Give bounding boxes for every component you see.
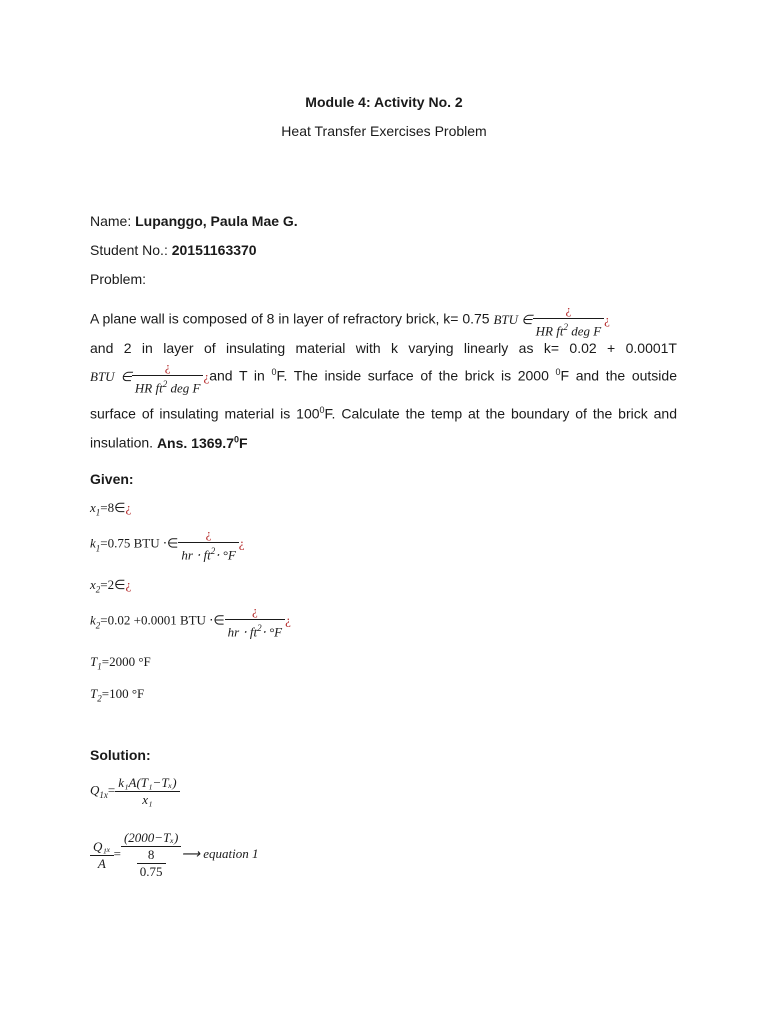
t1-value: =2000 °F	[101, 654, 151, 669]
k-den-a: hr ⋅ ft	[181, 547, 211, 563]
given-k1	[90, 526, 245, 563]
k1-value: =0.75 BTU ⋅∈	[100, 535, 179, 551]
unit-fraction-1	[533, 302, 605, 339]
q-var: Q	[90, 782, 100, 798]
x1-value: =8∈	[100, 500, 126, 515]
den-hr: HR ft	[535, 323, 564, 339]
eq2-den-numerator: 8	[137, 847, 166, 864]
t2-var: T	[90, 686, 98, 701]
k-den-b: ⋅ °F	[261, 624, 283, 640]
k-den-b: ⋅ °F	[215, 547, 236, 563]
given-t1	[90, 654, 151, 672]
k2-fraction	[225, 603, 285, 640]
eq2-lhs-denominator: A	[97, 855, 106, 871]
x1-var: x	[90, 500, 96, 515]
x1-sub: 1	[95, 507, 101, 518]
k2-var: k	[90, 612, 96, 628]
equals-sign: =	[113, 845, 121, 861]
degree-sup: 0	[555, 367, 561, 378]
name-label: Name:	[90, 213, 136, 229]
given-k2	[90, 603, 291, 640]
t1-sub: 1	[97, 661, 102, 672]
eq2-lhs-numerator: Q₁ₓ	[90, 839, 114, 856]
t2-value: =100 °F	[101, 686, 145, 701]
student-line	[90, 242, 257, 258]
eq2-den-fraction	[137, 847, 166, 880]
inv-glyph: ¿	[533, 302, 605, 319]
k-den-sq: 2	[210, 546, 216, 556]
answer-value: Ans. 1369.7	[156, 434, 234, 451]
problem-text-3c: F and the outside surface of insulating material is 100	[90, 367, 677, 422]
btu-unit-2	[90, 359, 210, 396]
answer	[157, 435, 248, 451]
eq2-rhs-fraction	[121, 830, 181, 880]
name-value: Lupanggo, Paula Mae G.	[135, 213, 298, 229]
k2-value: =0.02 +0.0001 BTU ⋅∈	[100, 612, 225, 628]
den-deg: deg F	[567, 323, 602, 339]
den-deg: deg F	[167, 380, 201, 396]
k-den-sq: 2	[257, 623, 262, 633]
name-line	[90, 213, 298, 229]
q-sub: 1x	[99, 790, 108, 801]
k2-sub: 2	[95, 620, 101, 631]
x2-var: x	[90, 577, 96, 592]
den-sq: 2	[162, 379, 168, 390]
eq1-denominator: x₁	[142, 792, 153, 807]
given-t2	[90, 686, 144, 704]
t1-var: T	[90, 654, 98, 669]
k1-fraction	[178, 526, 238, 563]
page-title: Module 4: Activity No. 2	[305, 94, 463, 110]
problem-text-3b: F. The inside surface of the brick is 2000	[276, 367, 556, 384]
k1-var: k	[90, 535, 96, 551]
problem-label: Problem:	[90, 271, 147, 287]
k1-sub: 1	[95, 543, 101, 554]
solution-eq-1	[90, 775, 180, 808]
btu-unit-1	[493, 302, 610, 339]
problem-text-3a: and T in	[209, 367, 272, 384]
solution-label: Solution:	[90, 747, 151, 763]
eq2-denominator	[121, 847, 181, 880]
inv-glyph: ¿	[225, 603, 285, 620]
student-value: 20151163370	[171, 242, 257, 258]
den-hr: HR ft	[134, 380, 163, 396]
t2-sub: 2	[97, 693, 102, 704]
problem-line-1	[90, 302, 677, 339]
problem-paragraph	[90, 302, 677, 456]
page-subtitle: Heat Transfer Exercises Problem	[281, 123, 487, 139]
degree-sup: 0	[234, 434, 240, 445]
btu-text: BTU ∈	[90, 368, 132, 384]
inv-glyph: ¿	[604, 311, 610, 327]
problem-line-2: and 2 in layer of insulating material with k varying linearly as k= 0.02 + 0.0001T	[90, 340, 677, 357]
problem-line-3	[90, 359, 677, 456]
inv-glyph: ¿	[285, 612, 291, 628]
eq1-fraction	[115, 775, 179, 808]
eq2-den-denominator: 0.75	[139, 864, 163, 879]
problem-text-3d: F. Calculate the temp at the boundary of the brick and insulation.	[90, 405, 678, 451]
solution-eq-2	[90, 830, 258, 880]
inv-glyph: ¿	[203, 368, 210, 384]
degree-sup: 0	[319, 404, 325, 415]
unit-fraction-2	[132, 359, 204, 396]
given-x2	[90, 577, 131, 595]
eq2-lhs-fraction	[90, 839, 114, 872]
eq2-numerator: (2000−Tₓ)	[121, 830, 181, 847]
den-sq: 2	[563, 322, 568, 332]
given-label: Given:	[90, 471, 134, 487]
inv-glyph: ¿	[125, 500, 132, 515]
given-x1	[90, 500, 131, 518]
degree-sup: 0	[271, 367, 277, 378]
inv-glyph: ¿	[125, 577, 132, 592]
btu-text: BTU ∈	[493, 311, 533, 327]
eq1-numerator: k₁A(T₁−Tₓ)	[115, 775, 179, 792]
x2-sub: 2	[95, 584, 101, 595]
x2-value: =2∈	[100, 577, 126, 592]
inv-glyph: ¿	[132, 359, 204, 376]
problem-text-1: A plane wall is composed of 8 in layer of refractory brick, k= 0.75	[90, 310, 490, 327]
k-den-a: hr ⋅ ft	[227, 624, 258, 640]
student-label: Student No.:	[90, 242, 172, 258]
answer-unit: F	[239, 434, 248, 451]
equation-1-label: ⟶ equation 1	[181, 845, 259, 861]
inv-glyph: ¿	[178, 526, 238, 543]
equals-sign: =	[107, 782, 116, 798]
inv-glyph: ¿	[238, 535, 245, 551]
